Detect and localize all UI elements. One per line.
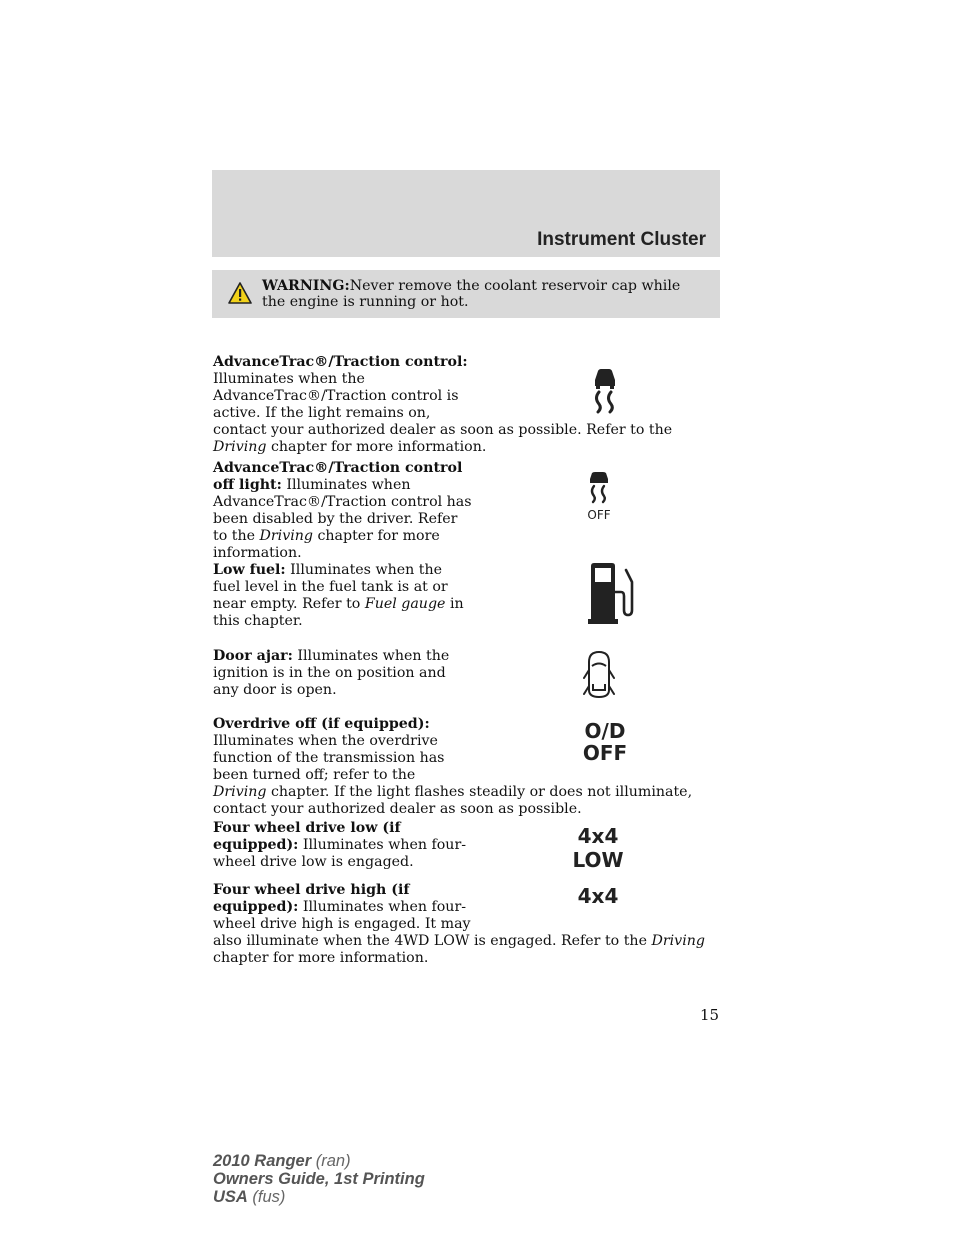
od-icon-line1: O/D: [584, 719, 626, 743]
section-heading: AdvanceTrac®/Traction control:: [213, 354, 468, 370]
4x4-low-icon-line2: LOW: [572, 848, 624, 872]
section-low-fuel: [213, 562, 473, 630]
chapter-reference: Driving: [213, 439, 267, 455]
footer-model: 2010 Ranger: [213, 1152, 312, 1170]
off-icon-label: OFF: [587, 508, 611, 522]
section-body: Illuminates when the AdvanceTrac®/Traction control is active. If the light remains on, contact your authorized dealer as soon as possible. Refer to the: [213, 371, 673, 438]
section-body-tail: chapter. If the light flashes steadily or does not illuminate, contact your authorized dealer as soon as possible.: [213, 784, 693, 817]
warning-text: [262, 278, 702, 310]
section-body-tail: chapter for more information.: [266, 439, 487, 455]
section-body: Illuminates when four-wheel drive low is engaged.: [213, 837, 467, 870]
page-number: 15: [700, 1006, 720, 1024]
section-body-tail: in this chapter.: [213, 596, 464, 629]
4x4-low-icon: [565, 824, 631, 872]
warning-message: Never remove the coolant reservoir cap while the engine is running or hot.: [262, 278, 681, 310]
footer-model-code: (ran): [311, 1152, 351, 1170]
traction-control-off-icon: [584, 470, 614, 508]
warning-box: [212, 270, 720, 318]
section-body-tail: chapter for more information.: [213, 950, 429, 966]
door-ajar-icon: [583, 650, 615, 700]
chapter-reference: Driving: [213, 784, 267, 800]
fuel-pump-icon: [588, 562, 638, 624]
section-heading: Door ajar:: [213, 648, 293, 664]
4x4-low-icon-line1: 4x4: [577, 824, 619, 848]
section-body-tail: chapter for more information.: [213, 528, 440, 561]
section-door-ajar: [213, 648, 473, 699]
header-band: [212, 170, 720, 257]
section-body: Illuminates when four-wheel drive high is engaged. It may also illuminate when the 4WD LOW is engaged. Refer to the: [213, 899, 652, 949]
section-heading: Four wheel drive low (if equipped):: [213, 820, 401, 853]
overdrive-off-icon: [570, 720, 640, 764]
section-body: Illuminates when the ignition is in the on position and any door is open.: [213, 648, 450, 698]
warning-triangle-icon: [228, 282, 252, 304]
section-heading: Overdrive off (if equipped):: [213, 716, 430, 732]
section-heading: Low fuel:: [213, 562, 286, 578]
section-heading: AdvanceTrac®/Traction control off light:: [213, 460, 463, 493]
section-advancetrac: [213, 354, 713, 456]
chapter-reference: Fuel gauge: [364, 596, 446, 612]
od-icon-line2: OFF: [582, 741, 628, 765]
section-body: Illuminates when the fuel level in the fuel tank is at or near empty. Refer to: [213, 562, 448, 612]
traction-control-icon: [588, 366, 622, 414]
warning-label: WARNING:: [262, 278, 350, 294]
section-heading: Four wheel drive high (if equipped):: [213, 882, 410, 915]
footer-imprint: [213, 1152, 425, 1206]
footer-edition: Owners Guide, 1st Printing: [213, 1170, 425, 1188]
page-title: Instrument Cluster: [537, 229, 706, 250]
section-4wd-low: [213, 820, 473, 871]
section-advancetrac-off: [213, 460, 473, 562]
chapter-reference: Driving: [651, 933, 705, 949]
section-body-lines: Illuminates when the overdrive function of the transmission has been turned off; refer to the: [213, 733, 445, 783]
section-body: Illuminates when AdvanceTrac®/Traction control has been disabled by the driver. Refer to the: [213, 477, 472, 544]
4x4-high-icon: 4x4: [577, 884, 619, 908]
footer-region-code: (fus): [247, 1188, 286, 1206]
section-4wd-high: [213, 882, 713, 967]
footer-region: USA: [213, 1188, 248, 1206]
chapter-reference: Driving: [259, 528, 313, 544]
